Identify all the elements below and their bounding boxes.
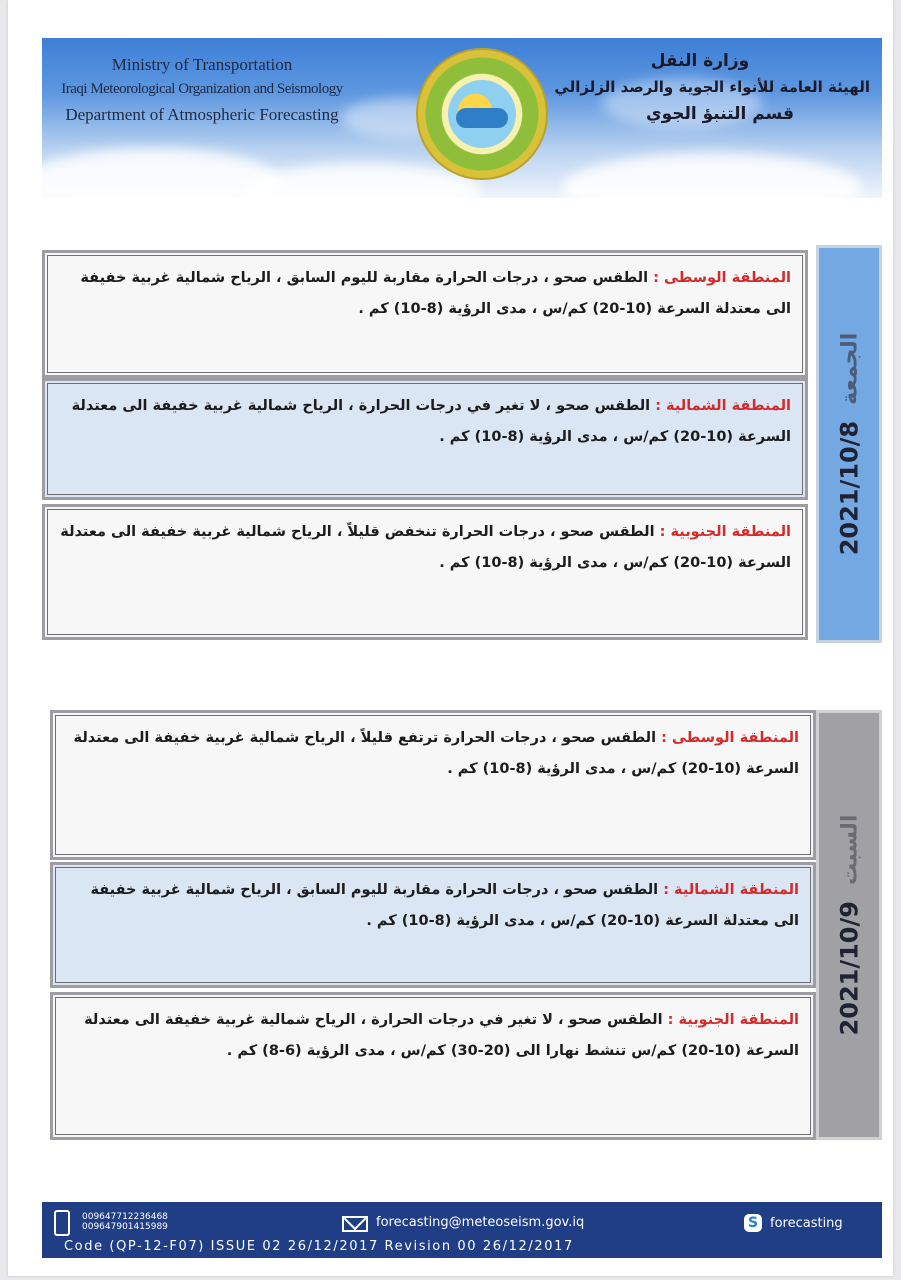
region-forecast-text: الطقس صحو ، درجات الحرارة مقاربة لليوم السابق ، الرياح شمالية غربية خفيفة الى معتدلة السرعة (10-20) كم/س ، مدى الرؤية (8-10) كم . [90, 882, 799, 929]
region-name: المنطقة الشمالية : [663, 882, 799, 898]
logo-cloud-icon [456, 108, 508, 128]
forecast-date: 2021/10/9 [835, 901, 863, 1036]
region-name: المنطقة الجنوبية : [667, 1012, 799, 1028]
arabic-organization-name: الهيئة العامة للأنواء الجوية والرصد الزلزالي [554, 78, 870, 96]
region-north-day-2 [50, 862, 816, 988]
footer-email[interactable]: forecasting@meteoseism.gov.iq [376, 1215, 585, 1230]
english-department-name: Department of Atmospheric Forecasting [65, 105, 339, 124]
page [8, 0, 893, 1276]
region-name: المنطقة الشمالية : [655, 398, 791, 414]
header-arabic [554, 48, 870, 128]
mail-icon [342, 1216, 368, 1232]
footer-skype[interactable]: forecasting [770, 1216, 843, 1231]
region-forecast-text: الطقس صحو ، لا تغير في درجات الحرارة ، الرياح شمالية غربية خفيفة الى معتدلة السرعة (10-20) كم/س تنشط نهارا الى (20-30) كم/س ، مدى الرؤية (6-8) كم . [84, 1012, 799, 1059]
region-south-day-1 [42, 504, 808, 640]
date-tab-day-1 [816, 245, 882, 643]
region-central-day-1 [42, 250, 808, 378]
footer-bar [42, 1202, 882, 1258]
region-forecast-text: الطقس صحو ، لا تغير في درجات الحرارة ، الرياح شمالية غربية خفيفة الى معتدلة السرعة (10-20) كم/س ، مدى الرؤية (8-10) كم . [71, 398, 791, 445]
footer-phones [82, 1212, 168, 1232]
phone-number-2: 009647901415989 [82, 1222, 168, 1232]
region-forecast-text: الطقس صحو ، درجات الحرارة ترتفع قليلاً ، الرياح شمالية غربية خفيفة الى معتدلة السرعة (10-20) كم/س ، مدى الرؤية (8-10) كم . [73, 730, 799, 777]
header-banner [42, 38, 882, 198]
forecast-day-name: السبت [836, 814, 862, 886]
arabic-department-name: قسم التنبؤ الجوي [646, 104, 794, 124]
region-forecast-text: الطقس صحو ، درجات الحرارة مقاربة لليوم السابق ، الرياح شمالية غربية خفيفة الى معتدلة السرعة (10-20) كم/س ، مدى الرؤية (8-10) كم . [80, 270, 791, 317]
forecast-day-name: الجمعة [836, 332, 862, 405]
region-forecast-text: الطقس صحو ، درجات الحرارة تنخفض قليلاً ، الرياح شمالية غربية خفيفة الى معتدلة السرعة (10-20) كم/س ، مدى الرؤية (8-10) كم . [60, 524, 791, 571]
date-tab-day-2 [816, 710, 882, 1140]
region-central-day-2 [50, 710, 816, 860]
phone-number-1: 009647712236468 [82, 1212, 168, 1222]
organization-logo [416, 48, 548, 180]
skype-icon: S [744, 1214, 762, 1232]
region-south-day-2 [50, 992, 816, 1140]
forecast-date: 2021/10/8 [835, 420, 864, 556]
header-english [52, 52, 352, 127]
document-code-line: Code (QP-12-F07) ISSUE 02 26/12/2017 Revision 00 26/12/2017 [64, 1239, 574, 1254]
english-ministry-name: Ministry of Transportation [111, 55, 293, 74]
region-name: المنطقة الجنوبية : [659, 524, 791, 540]
region-north-day-1 [42, 378, 808, 500]
region-name: المنطقة الوسطى : [661, 730, 799, 746]
region-name: المنطقة الوسطى : [653, 270, 791, 286]
english-organization-name: Iraqi Meteorological Organization and Seismology [61, 81, 343, 97]
arabic-ministry-name: وزارة النقل [650, 51, 750, 71]
phone-icon [54, 1210, 70, 1236]
